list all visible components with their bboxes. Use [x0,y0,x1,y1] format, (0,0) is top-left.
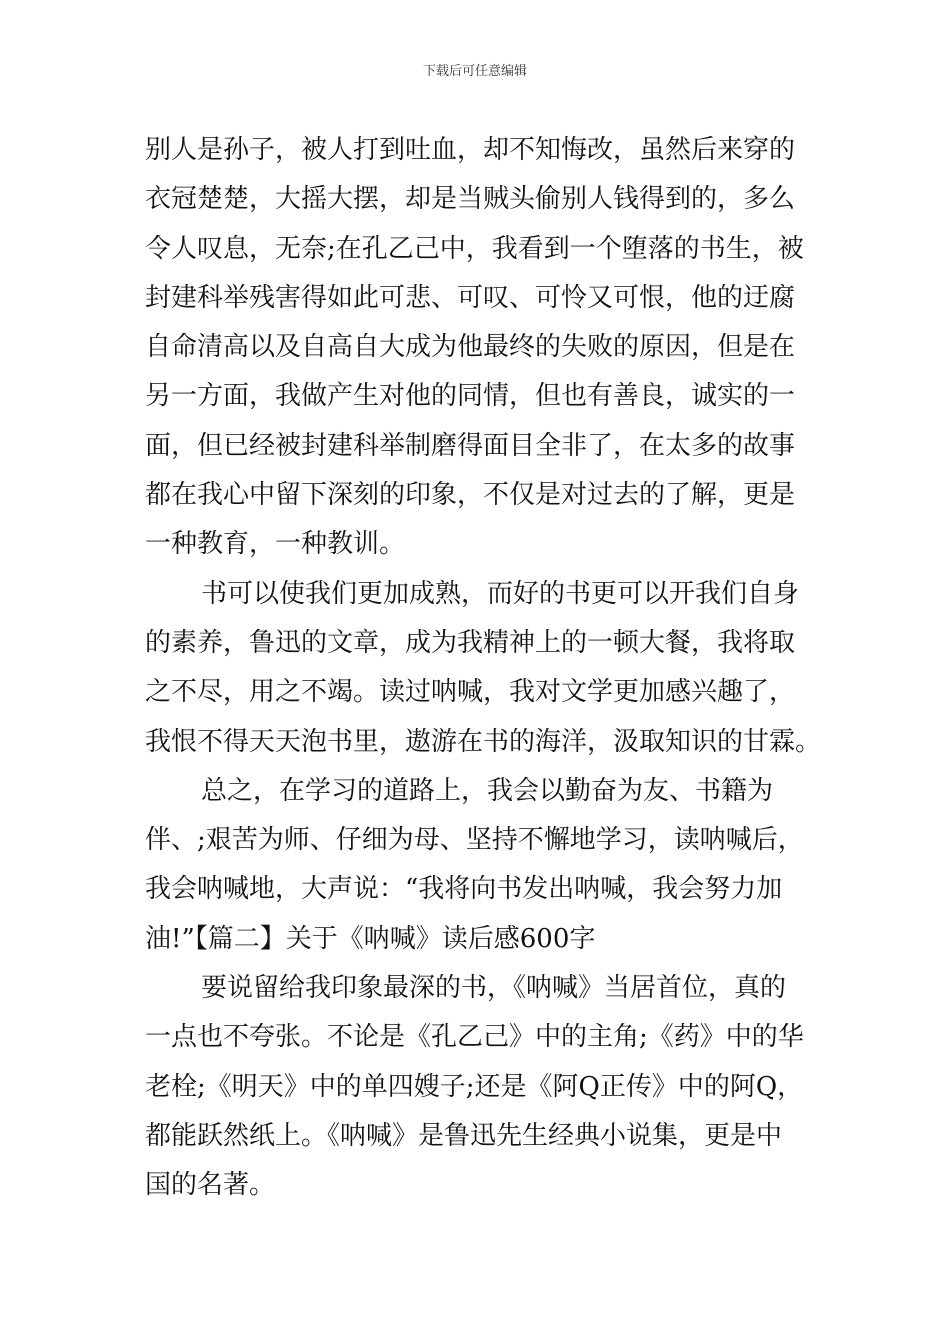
text-line: 的素养，鲁迅的文章，成为我精神上的一顿大餐，我将取 [145,627,796,658]
text-line: 老栓;《明天》中的单四嫂子;还是《阿Q正传》中的阿Q， [145,1071,804,1102]
text-line: 令人叹息，无奈;在孔乙己中，我看到一个堕落的书生，被 [145,233,804,264]
text-line: 我恨不得天天泡书里，遨游在书的海洋，汲取知识的甘霖。 [145,726,822,757]
page-header-note: 下载后可任意编辑 [422,64,527,79]
text-line: 面，但已经被封建科举制磨得面目全非了，在太多的故事 [145,430,796,461]
text-line: 我会呐喊地，大声说：“我将向书发出呐喊，我会努力加 [145,874,783,905]
section-title-line: 油!”【篇二】关于《呐喊》读后感600字 [145,923,596,954]
paragraph-first-line: 书可以使我们更加成熟，而好的书更可以开我们自身 [201,578,800,609]
text-line: 另一方面，我做产生对他的同情，但也有善良，诚实的一 [145,381,796,412]
paragraph-first-line: 总之，在学习的道路上，我会以勤奋为友、书籍为 [201,775,774,806]
text-line: 之不尽，用之不竭。读过呐喊，我对文学更加感兴趣了， [145,677,796,708]
text-line: 都能跃然纸上。《呐喊》是鲁迅先生经典小说集，更是中 [145,1120,783,1151]
text-line: 一点也不夸张。不论是《孔乙己》中的主角;《药》中的华 [145,1022,804,1053]
text-line: 都在我心中留下深刻的印象，不仅是对过去的了解，更是 [145,480,796,511]
text-line: 伴、;艰苦为师、仔细为母、坚持不懈地学习，读呐喊后， [145,825,804,856]
text-line: 封建科举残害得如此可悲、可叹、可怜又可恨，他的迂腐 [145,282,796,313]
text-line: 一种教育，一种教训。 [145,529,406,560]
text-line: 衣冠楚楚，大摇大摆，却是当贼头偷别人钱得到的，多么 [145,184,796,215]
text-line: 别人是孙子，被人打到吐血，却不知悔改，虽然后来穿的 [145,135,796,165]
text-line: 国的名著。 [145,1170,276,1201]
document-body [145,126,822,1211]
text-line: 自命清高以及自高自大成为他最终的失败的原因，但是在 [145,332,796,363]
paragraph-first-line: 要说留给我印象最深的书，《呐喊》当居首位，真的 [201,973,787,1004]
